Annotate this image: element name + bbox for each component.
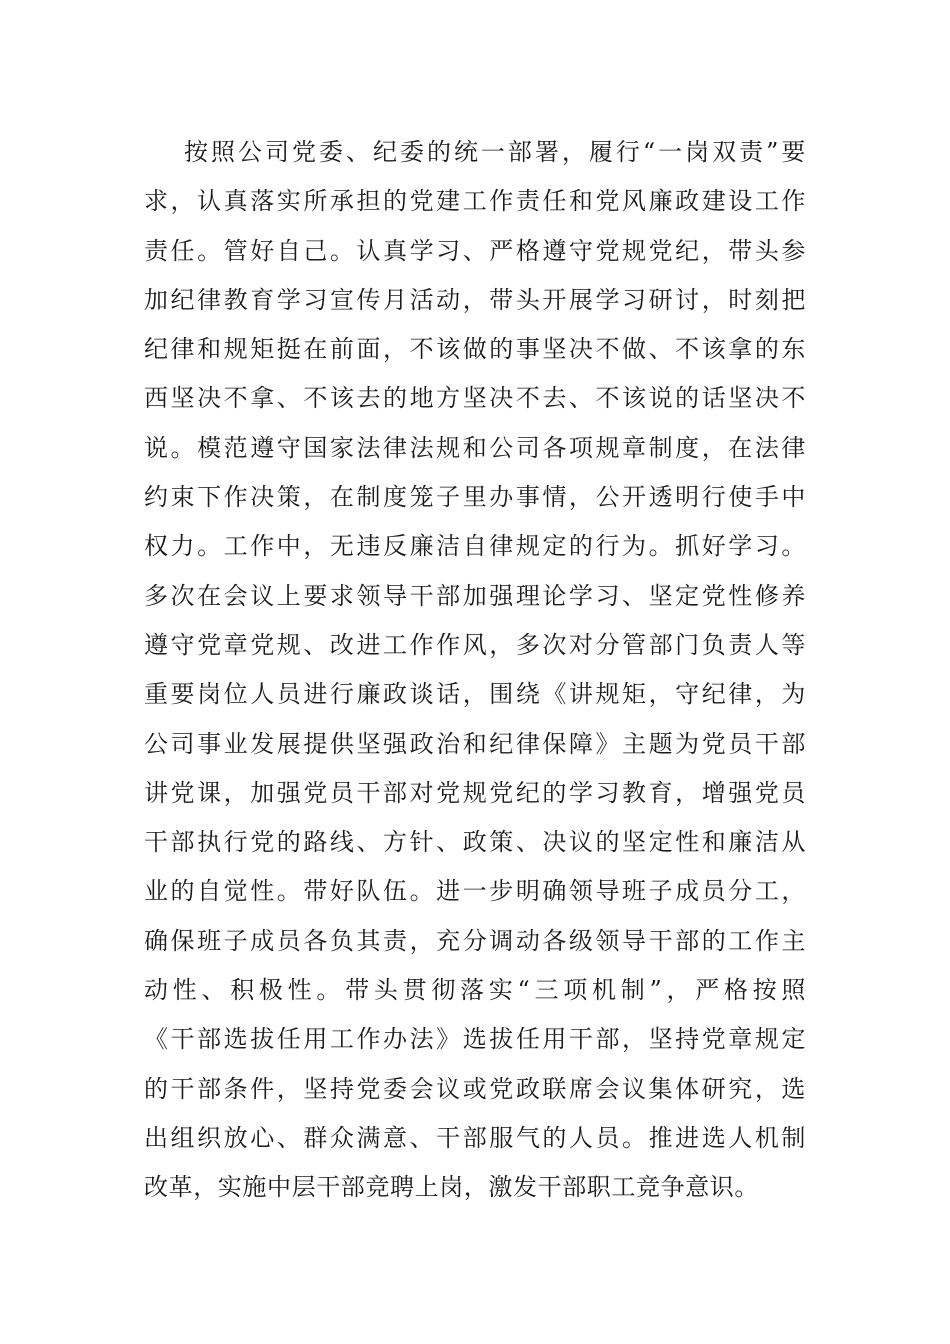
text-line: 的干部条件，坚持党委会议或党政联席会议集体研究，选 [144,1074,806,1103]
text-line: 重要岗位人员进行廉政谈话，围绕《讲规矩，守纪律，为 [144,680,806,709]
text-line: 纪律和规矩挺在前面，不该做的事坚决不做、不该拿的东 [144,335,806,364]
text-line: 出组织放心、群众满意、干部服气的人员。推进选人机制 [144,1123,806,1152]
text-line: 遵守党章党规、改进工作作风，多次对分管部门负责人等 [144,630,806,659]
text-line: 责任。管好自己。认真学习、严格遵守党规党纪，带头参 [144,236,806,265]
text-line: 动性、积极性。带头贯彻落实“三项机制”，严格按照 [144,976,806,1005]
text-line: 公司事业发展提供坚强政治和纪律保障》主题为党员干部 [144,729,806,758]
text-line: 干部执行党的路线、方针、政策、决议的坚定性和廉洁从 [144,828,806,857]
text-line: 《干部选拔任用工作办法》选拔任用干部，坚持党章规定 [144,1025,806,1054]
text-line: 确保班子成员各负其责，充分调动各级领导干部的工作主 [144,926,806,955]
text-line: 讲党课，加强党员干部对党规党纪的学习教育，增强党员 [144,778,806,807]
text-line: 西坚决不拿、不该去的地方坚决不去、不该说的话坚决不 [144,384,806,413]
text-line: 按照公司党委、纪委的统一部署，履行“一岗双责”要 [184,138,806,166]
text-line: 改革，实施中层干部竞聘上岗，激发干部职工竞争意识。 [144,1173,759,1202]
text-line: 多次在会议上要求领导干部加强理论学习、坚定党性修养 [144,581,806,610]
text-line: 加纪律教育学习宣传月活动，带头开展学习研讨，时刻把 [144,285,806,314]
text-line: 权力。工作中，无违反廉洁自律规定的行为。抓好学习。 [144,532,806,561]
text-line: 说。模范遵守国家法律法规和公司各项规章制度，在法律 [144,433,806,462]
text-line: 业的自觉性。带好队伍。进一步明确领导班子成员分工， [144,877,806,906]
text-line: 求，认真落实所承担的党建工作责任和党风廉政建设工作 [144,187,806,216]
body-paragraph [144,128,806,1213]
text-line: 约束下作决策，在制度笼子里办事情，公开透明行使手中 [144,483,806,512]
